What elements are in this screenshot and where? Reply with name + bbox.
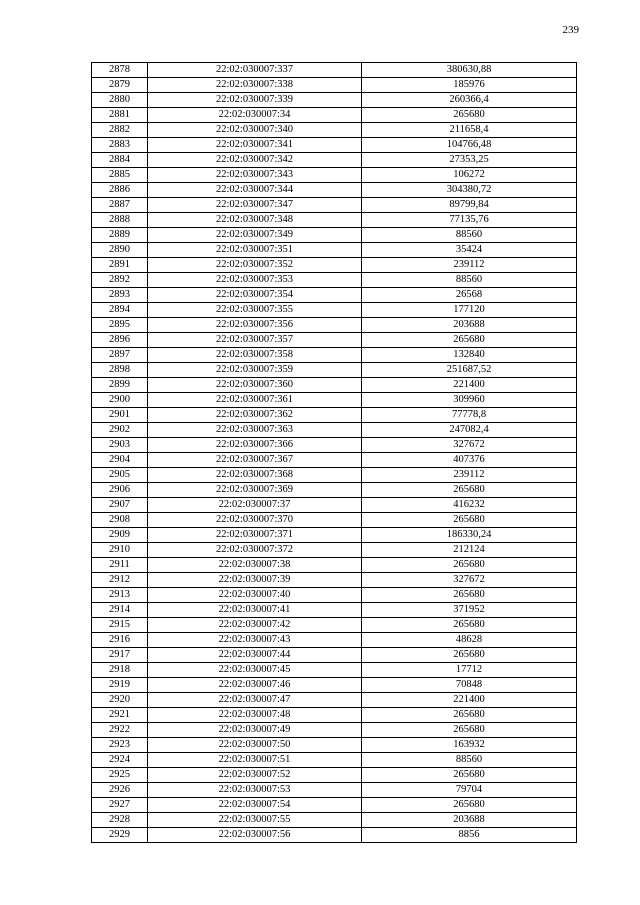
value-cell: 8856 <box>362 828 577 843</box>
table-row <box>92 198 577 213</box>
table-row <box>92 783 577 798</box>
row-number-cell: 2908 <box>92 513 148 528</box>
table-row <box>92 558 577 573</box>
table-row <box>92 183 577 198</box>
value-cell: 239112 <box>362 468 577 483</box>
table-row <box>92 693 577 708</box>
row-number-cell: 2904 <box>92 453 148 468</box>
table-row <box>92 348 577 363</box>
row-number-cell: 2907 <box>92 498 148 513</box>
row-number-cell: 2910 <box>92 543 148 558</box>
cadastral-number-cell: 22:02:030007:55 <box>148 813 362 828</box>
cadastral-number-cell: 22:02:030007:53 <box>148 783 362 798</box>
cadastral-number-cell: 22:02:030007:354 <box>148 288 362 303</box>
row-number-cell: 2898 <box>92 363 148 378</box>
value-cell: 88560 <box>362 228 577 243</box>
row-number-cell: 2883 <box>92 138 148 153</box>
table-row <box>92 543 577 558</box>
table-row <box>92 288 577 303</box>
row-number-cell: 2887 <box>92 198 148 213</box>
row-number-cell: 2911 <box>92 558 148 573</box>
cadastral-number-cell: 22:02:030007:43 <box>148 633 362 648</box>
value-cell: 48628 <box>362 633 577 648</box>
row-number-cell: 2895 <box>92 318 148 333</box>
table-row <box>92 423 577 438</box>
cadastral-number-cell: 22:02:030007:339 <box>148 93 362 108</box>
cadastral-number-cell: 22:02:030007:37 <box>148 498 362 513</box>
value-cell: 265680 <box>362 513 577 528</box>
value-cell: 265680 <box>362 108 577 123</box>
cadastral-number-cell: 22:02:030007:50 <box>148 738 362 753</box>
value-cell: 26568 <box>362 288 577 303</box>
cadastral-number-cell: 22:02:030007:337 <box>148 63 362 78</box>
row-number-cell: 2915 <box>92 618 148 633</box>
table-row <box>92 138 577 153</box>
value-cell: 265680 <box>362 618 577 633</box>
row-number-cell: 2900 <box>92 393 148 408</box>
value-cell: 327672 <box>362 438 577 453</box>
cadastral-number-cell: 22:02:030007:42 <box>148 618 362 633</box>
value-cell: 247082,4 <box>362 423 577 438</box>
value-cell: 35424 <box>362 243 577 258</box>
row-number-cell: 2896 <box>92 333 148 348</box>
cadastral-number-cell: 22:02:030007:338 <box>148 78 362 93</box>
value-cell: 89799,84 <box>362 198 577 213</box>
row-number-cell: 2885 <box>92 168 148 183</box>
table-row <box>92 93 577 108</box>
table-row <box>92 708 577 723</box>
row-number-cell: 2890 <box>92 243 148 258</box>
cadastral-number-cell: 22:02:030007:372 <box>148 543 362 558</box>
cadastral-number-cell: 22:02:030007:358 <box>148 348 362 363</box>
table-row <box>92 123 577 138</box>
cadastral-number-cell: 22:02:030007:362 <box>148 408 362 423</box>
row-number-cell: 2889 <box>92 228 148 243</box>
value-cell: 309960 <box>362 393 577 408</box>
row-number-cell: 2921 <box>92 708 148 723</box>
row-number-cell: 2929 <box>92 828 148 843</box>
table-row <box>92 603 577 618</box>
cadastral-number-cell: 22:02:030007:47 <box>148 693 362 708</box>
row-number-cell: 2925 <box>92 768 148 783</box>
row-number-cell: 2905 <box>92 468 148 483</box>
row-number-cell: 2928 <box>92 813 148 828</box>
row-number-cell: 2891 <box>92 258 148 273</box>
value-cell: 239112 <box>362 258 577 273</box>
value-cell: 163932 <box>362 738 577 753</box>
row-number-cell: 2926 <box>92 783 148 798</box>
table-row <box>92 663 577 678</box>
cadastral-number-cell: 22:02:030007:370 <box>148 513 362 528</box>
row-number-cell: 2893 <box>92 288 148 303</box>
value-cell: 17712 <box>362 663 577 678</box>
table-row <box>92 678 577 693</box>
value-cell: 304380,72 <box>362 183 577 198</box>
value-cell: 211658,4 <box>362 123 577 138</box>
row-number-cell: 2899 <box>92 378 148 393</box>
row-number-cell: 2881 <box>92 108 148 123</box>
data-table <box>91 62 577 843</box>
value-cell: 221400 <box>362 693 577 708</box>
cadastral-number-cell: 22:02:030007:46 <box>148 678 362 693</box>
cadastral-number-cell: 22:02:030007:359 <box>148 363 362 378</box>
row-number-cell: 2886 <box>92 183 148 198</box>
row-number-cell: 2902 <box>92 423 148 438</box>
table-row <box>92 393 577 408</box>
cadastral-number-cell: 22:02:030007:360 <box>148 378 362 393</box>
table-row <box>92 408 577 423</box>
cadastral-number-cell: 22:02:030007:48 <box>148 708 362 723</box>
row-number-cell: 2894 <box>92 303 148 318</box>
cadastral-number-cell: 22:02:030007:54 <box>148 798 362 813</box>
value-cell: 251687,52 <box>362 363 577 378</box>
row-number-cell: 2880 <box>92 93 148 108</box>
row-number-cell: 2878 <box>92 63 148 78</box>
cadastral-number-cell: 22:02:030007:352 <box>148 258 362 273</box>
table-row <box>92 243 577 258</box>
cadastral-number-cell: 22:02:030007:355 <box>148 303 362 318</box>
value-cell: 185976 <box>362 78 577 93</box>
table-row <box>92 528 577 543</box>
cadastral-number-cell: 22:02:030007:369 <box>148 483 362 498</box>
row-number-cell: 2923 <box>92 738 148 753</box>
cadastral-number-cell: 22:02:030007:34 <box>148 108 362 123</box>
row-number-cell: 2917 <box>92 648 148 663</box>
cadastral-number-cell: 22:02:030007:361 <box>148 393 362 408</box>
value-cell: 380630,88 <box>362 63 577 78</box>
table-row <box>92 588 577 603</box>
value-cell: 221400 <box>362 378 577 393</box>
row-number-cell: 2912 <box>92 573 148 588</box>
table-row <box>92 618 577 633</box>
table-row <box>92 318 577 333</box>
row-number-cell: 2919 <box>92 678 148 693</box>
table-row <box>92 828 577 843</box>
value-cell: 104766,48 <box>362 138 577 153</box>
value-cell: 70848 <box>362 678 577 693</box>
table-row <box>92 573 577 588</box>
cadastral-number-cell: 22:02:030007:40 <box>148 588 362 603</box>
cadastral-number-cell: 22:02:030007:366 <box>148 438 362 453</box>
value-cell: 371952 <box>362 603 577 618</box>
value-cell: 88560 <box>362 753 577 768</box>
cadastral-number-cell: 22:02:030007:41 <box>148 603 362 618</box>
table-row <box>92 78 577 93</box>
cadastral-number-cell: 22:02:030007:44 <box>148 648 362 663</box>
table-row <box>92 303 577 318</box>
value-cell: 203688 <box>362 813 577 828</box>
table-body <box>92 63 577 843</box>
table-row <box>92 258 577 273</box>
table-row <box>92 468 577 483</box>
cadastral-number-cell: 22:02:030007:340 <box>148 123 362 138</box>
value-cell: 265680 <box>362 333 577 348</box>
cadastral-number-cell: 22:02:030007:342 <box>148 153 362 168</box>
row-number-cell: 2879 <box>92 78 148 93</box>
row-number-cell: 2892 <box>92 273 148 288</box>
value-cell: 327672 <box>362 573 577 588</box>
value-cell: 88560 <box>362 273 577 288</box>
value-cell: 265680 <box>362 723 577 738</box>
cadastral-number-cell: 22:02:030007:45 <box>148 663 362 678</box>
table-row <box>92 768 577 783</box>
row-number-cell: 2903 <box>92 438 148 453</box>
cadastral-number-cell: 22:02:030007:367 <box>148 453 362 468</box>
row-number-cell: 2882 <box>92 123 148 138</box>
cadastral-number-cell: 22:02:030007:38 <box>148 558 362 573</box>
value-cell: 407376 <box>362 453 577 468</box>
table-row <box>92 483 577 498</box>
table-row <box>92 168 577 183</box>
row-number-cell: 2901 <box>92 408 148 423</box>
cadastral-number-cell: 22:02:030007:351 <box>148 243 362 258</box>
row-number-cell: 2927 <box>92 798 148 813</box>
value-cell: 132840 <box>362 348 577 363</box>
value-cell: 265680 <box>362 588 577 603</box>
value-cell: 203688 <box>362 318 577 333</box>
cadastral-number-cell: 22:02:030007:52 <box>148 768 362 783</box>
value-cell: 416232 <box>362 498 577 513</box>
row-number-cell: 2884 <box>92 153 148 168</box>
value-cell: 265680 <box>362 768 577 783</box>
value-cell: 77778,8 <box>362 408 577 423</box>
cadastral-number-cell: 22:02:030007:356 <box>148 318 362 333</box>
value-cell: 265680 <box>362 558 577 573</box>
row-number-cell: 2913 <box>92 588 148 603</box>
table-row <box>92 333 577 348</box>
page-number: 239 <box>562 24 579 36</box>
cadastral-number-cell: 22:02:030007:371 <box>148 528 362 543</box>
cadastral-number-cell: 22:02:030007:353 <box>148 273 362 288</box>
cadastral-number-cell: 22:02:030007:343 <box>148 168 362 183</box>
cadastral-number-cell: 22:02:030007:357 <box>148 333 362 348</box>
cadastral-number-cell: 22:02:030007:348 <box>148 213 362 228</box>
value-cell: 265680 <box>362 708 577 723</box>
cadastral-number-cell: 22:02:030007:56 <box>148 828 362 843</box>
table-row <box>92 63 577 78</box>
table-row <box>92 273 577 288</box>
value-cell: 79704 <box>362 783 577 798</box>
row-number-cell: 2906 <box>92 483 148 498</box>
table-row <box>92 798 577 813</box>
row-number-cell: 2924 <box>92 753 148 768</box>
table-row <box>92 633 577 648</box>
table-row <box>92 153 577 168</box>
table-row <box>92 453 577 468</box>
value-cell: 177120 <box>362 303 577 318</box>
table-row <box>92 438 577 453</box>
row-number-cell: 2918 <box>92 663 148 678</box>
table-row <box>92 753 577 768</box>
table-row <box>92 228 577 243</box>
value-cell: 212124 <box>362 543 577 558</box>
cadastral-number-cell: 22:02:030007:363 <box>148 423 362 438</box>
table-row <box>92 498 577 513</box>
cadastral-number-cell: 22:02:030007:349 <box>148 228 362 243</box>
table-row <box>92 213 577 228</box>
table-row <box>92 378 577 393</box>
table-row <box>92 363 577 378</box>
row-number-cell: 2897 <box>92 348 148 363</box>
row-number-cell: 2909 <box>92 528 148 543</box>
value-cell: 106272 <box>362 168 577 183</box>
value-cell: 265680 <box>362 648 577 663</box>
table-row <box>92 813 577 828</box>
table-row <box>92 738 577 753</box>
cadastral-number-cell: 22:02:030007:368 <box>148 468 362 483</box>
cadastral-number-cell: 22:02:030007:347 <box>148 198 362 213</box>
cadastral-number-cell: 22:02:030007:49 <box>148 723 362 738</box>
value-cell: 265680 <box>362 798 577 813</box>
value-cell: 186330,24 <box>362 528 577 543</box>
table-row <box>92 513 577 528</box>
table-row <box>92 723 577 738</box>
value-cell: 27353,25 <box>362 153 577 168</box>
table-row <box>92 108 577 123</box>
cadastral-number-cell: 22:02:030007:39 <box>148 573 362 588</box>
value-cell: 260366,4 <box>362 93 577 108</box>
table-row <box>92 648 577 663</box>
cadastral-number-cell: 22:02:030007:51 <box>148 753 362 768</box>
row-number-cell: 2888 <box>92 213 148 228</box>
row-number-cell: 2914 <box>92 603 148 618</box>
row-number-cell: 2920 <box>92 693 148 708</box>
cadastral-number-cell: 22:02:030007:341 <box>148 138 362 153</box>
value-cell: 77135,76 <box>362 213 577 228</box>
row-number-cell: 2922 <box>92 723 148 738</box>
cadastral-number-cell: 22:02:030007:344 <box>148 183 362 198</box>
row-number-cell: 2916 <box>92 633 148 648</box>
value-cell: 265680 <box>362 483 577 498</box>
